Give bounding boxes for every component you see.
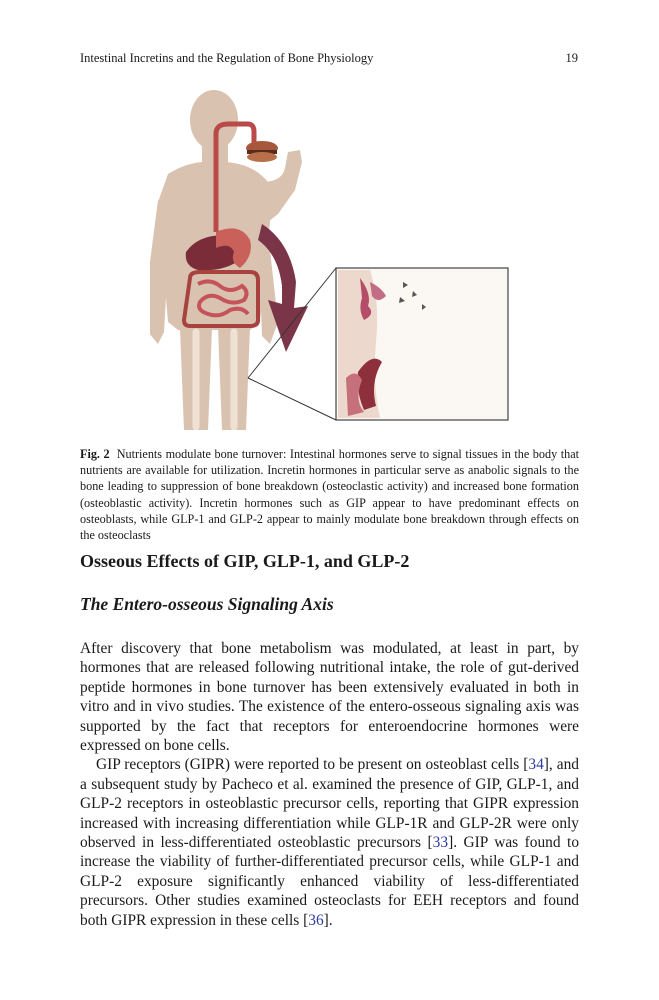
text-run: ]. GIP was found to increase the viability of further-differentiated precursor cells, while GLP-1 and GLP-2 exposure significantly enhanced viability of less-differentiated precursors. Other studies examined osteoclasts for EEH receptors and found both GIPR expression in these cells [ xyxy=(80,834,580,929)
citation-link[interactable]: 33 xyxy=(432,834,449,852)
figure-caption xyxy=(80,446,579,543)
callout-line xyxy=(248,378,336,420)
running-header xyxy=(80,51,578,66)
body-text xyxy=(80,639,579,930)
citation-link[interactable]: 36 xyxy=(308,911,324,929)
citation-link[interactable]: 34 xyxy=(528,756,544,774)
text-run: ], and a subsequent study by Pacheco et al. examined the presence of GIP, GLP-1, and GLP-2 receptors in osteoblastic precursor cells, reporting that GIPR expression increased with increasing differentiation while GLP-1R and GLP-2R were only observed in less-differentiated osteoblastic precursors [ xyxy=(80,756,579,852)
subsection-heading: The Entero-osseous Signaling Axis xyxy=(80,594,334,614)
figure-caption-text: Nutrients modulate bone turnover: Intestinal hormones serve to signal tissues in the body that nutrients are available for utilization. Incretin hormones in particular serve as anabolic signals to the bone leading to suppression of bone breakdown (osteoclastic activity) and increased bone formation (osteoblastic activity). Incretin hormones such as GIP appear to have predominant effects on osteoblasts, while GLP-1 and GLP-2 appear to mainly modulate bone breakdown through effects on the osteoclasts xyxy=(80,447,579,543)
text-run: ]. xyxy=(323,911,333,929)
burger-icon xyxy=(246,141,278,162)
paragraph xyxy=(80,755,579,930)
text-run: GIP receptors (GIPR) were reported to be present on osteoblast cells [ xyxy=(96,756,529,774)
figure-label: Fig. 2 xyxy=(80,447,110,461)
running-title: Intestinal Incretins and the Regulation of Bone Physiology xyxy=(80,51,374,65)
bone-tissue-inset xyxy=(336,268,508,420)
figure-illustration xyxy=(150,82,512,430)
page-number: 19 xyxy=(565,51,578,65)
paragraph: After discovery that bone metabolism was modulated, at least in part, by hormones that are released following nutritional intake, the role of gut-derived peptide hormones in bone turnover has been extensively evaluated in both in vitro and in vivo studies. The existence of the entero-osseous signaling axis was supported by the fact that receptors for enteroendocrine hormones were expressed on bone cells. xyxy=(80,640,579,755)
section-heading: Osseous Effects of GIP, GLP-1, and GLP-2 xyxy=(80,551,410,571)
